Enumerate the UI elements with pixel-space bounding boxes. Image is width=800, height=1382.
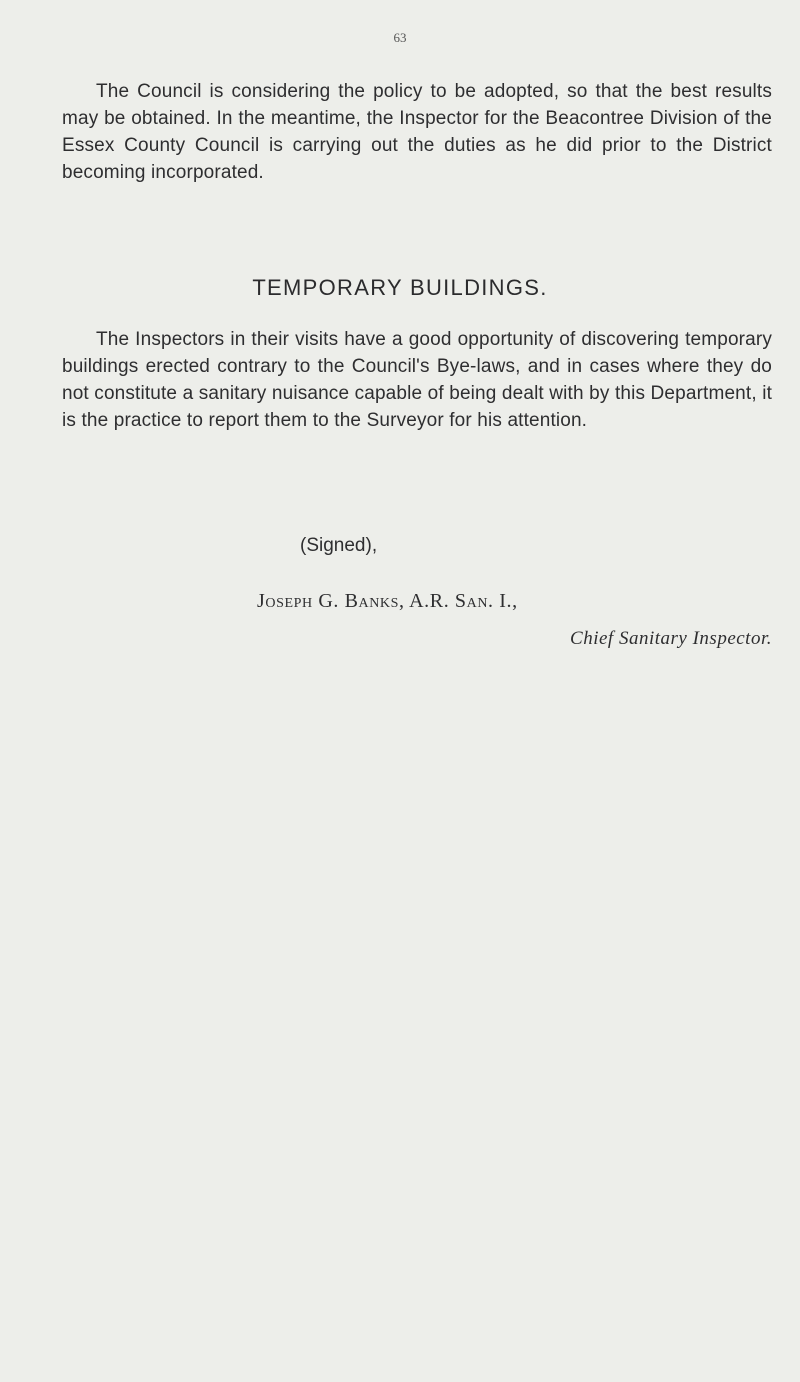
signatory-name: Joseph G. Banks, A.R. San. I., [257, 590, 518, 612]
signed-label: (Signed), [300, 535, 378, 556]
council-policy-paragraph: The Council is considering the policy to be adopted, so that the best results may be obtained. In the meantime, the Inspector for the Beacontree Division of the Essex County Council is carrying out the duties as he did prior to the District becoming incorporated. [62, 81, 772, 183]
page-number: 63 [393, 30, 407, 45]
signatory-title: Chief Sanitary Inspector. [570, 628, 772, 649]
section-heading: TEMPORARY BUILDINGS. [252, 275, 548, 300]
temporary-buildings-paragraph: The Inspectors in their visits have a good opportunity of discovering temporary buildings erected contrary to the Council's Bye-laws, and in cases where they do not constitute a sanitary nuisance capable of being dealt with by this Department, it is the practice to report them to the Surveyor for his attention. [62, 329, 772, 431]
